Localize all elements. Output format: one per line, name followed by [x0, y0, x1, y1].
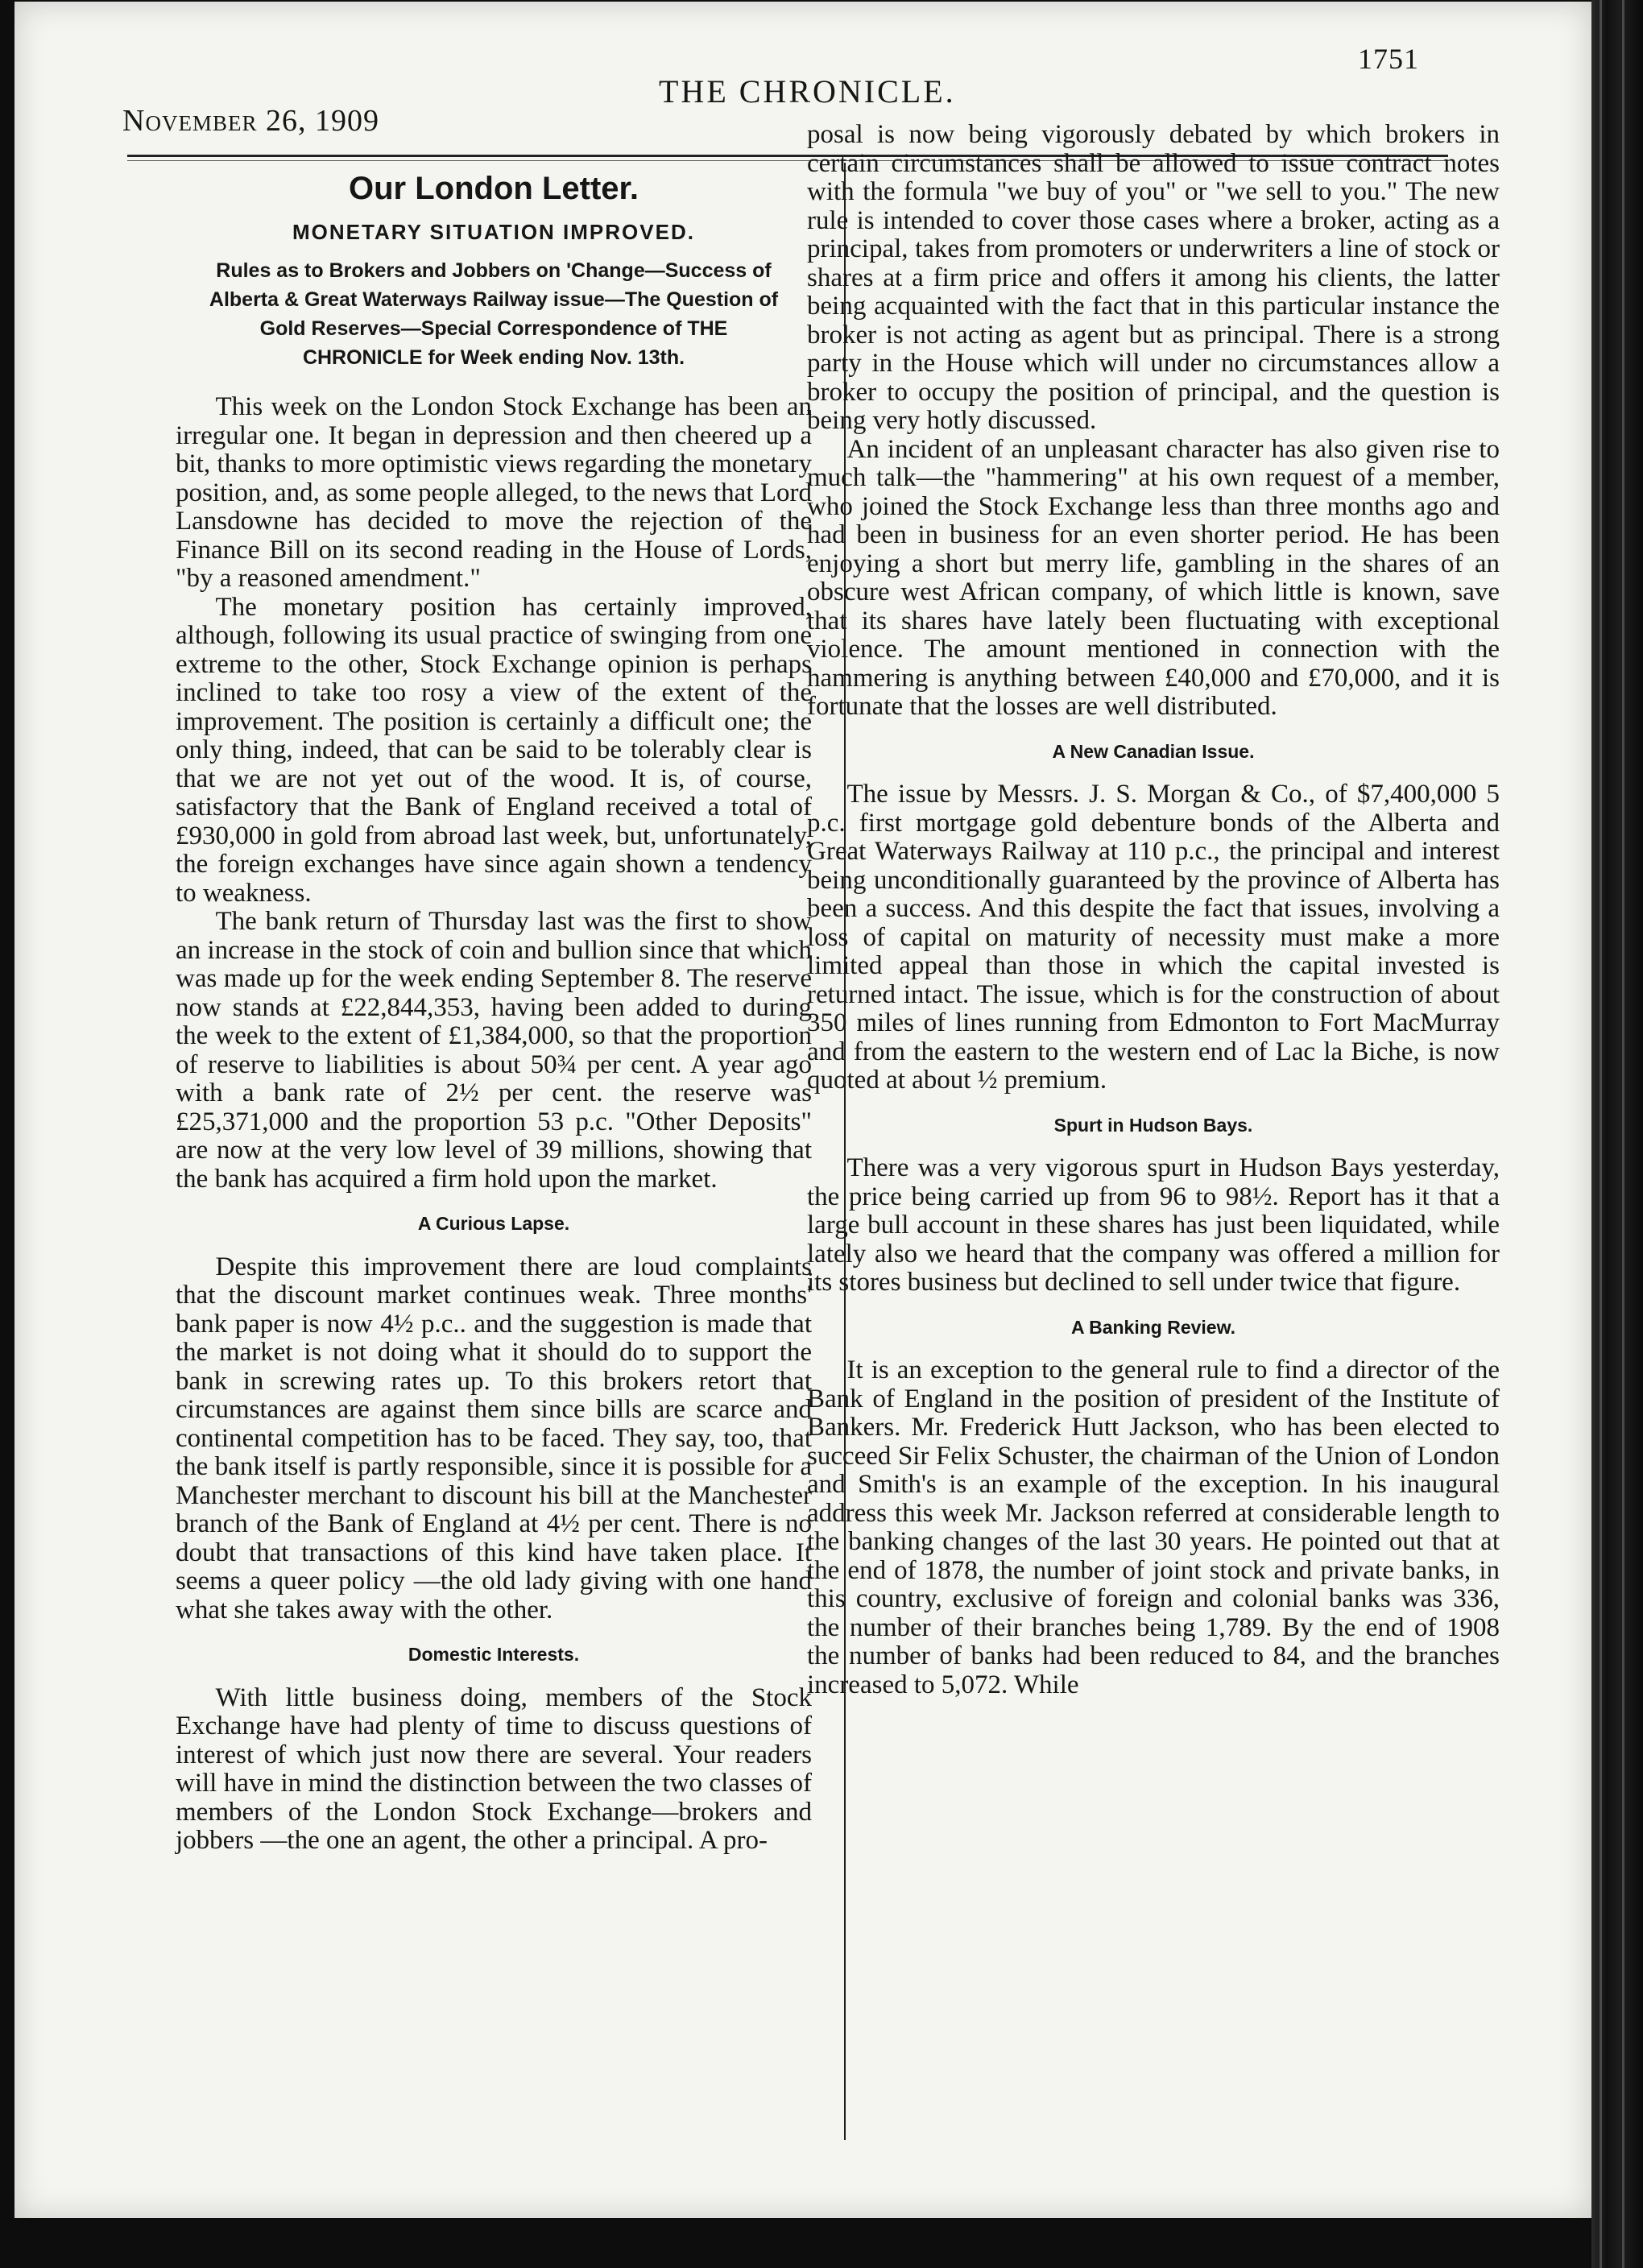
paragraph-continued: posal is now being vigorously debated by which brokers in certain circumstances shall be allowed to issue contract notes with the formula "we buy of you" or "we sell to you." The new rule is intended to cover those cases where a broker, acting as a principal, takes from promoters or underwriters a line of stock or shares at a firm price and offers it among his clients, the latter being acquainted with the fact that in this particular instance the broker is not acting as agent but as principal. There is a strong party in the House which will under no circumstances allow a broker to occupy the position of principal, and the question is being very hotly discussed. — [807, 120, 1500, 435]
issue-date: November 26, 1909 — [122, 104, 379, 138]
article-subtitle: MONETARY SITUATION IMPROVED. — [292, 219, 695, 244]
left-column — [176, 167, 812, 1856]
paragraph: The bank return of Thursday last was the first to show an increase in the stock of coin and bullion since that which was made up for the week ending September 8. The reserve now stands at £22,844,353, having been added to during the week to the extent of £1,384,000, so that the proportion of reserve to liabilities is about 50¾ per cent. A year ago with a bank rate of 2½ per cent. the reserve was £25,371,000 and the proportion 53 p.c. "Other Deposits" are now at the very low level of 39 millions, showing that the bank has acquired a firm hold upon the market. — [176, 907, 812, 1194]
paragraph: There was a very vigorous spurt in Hudson Bays yesterday, the price being carried up from 96 to 98½. Report has it that a large bull account in these shares has just been liquidated, while lately also we heard that the company was offered a million for its stores business but declined to sell under twice that figure. — [807, 1153, 1500, 1297]
newspaper-page — [14, 2, 1591, 2218]
section-heading-banking-review: A Banking Review. — [1070, 1316, 1236, 1338]
section-heading-curious-lapse: A Curious Lapse. — [417, 1213, 570, 1234]
paragraph: Despite this improvement there are loud complaints that the discount market continues weak. Three months' bank paper is now 4½ p.c.. and the suggestion is made that the market is not doing what it should do to support the bank in screwing rates up. To this brokers retort that circumstances are against them since bills are scarce and continental competition has to be faced. They say, too, that the bank itself is partly responsible, since it is possible for a Manchester merchant to discount his bill at the Manchester branch of the Bank of England at 4½ per cent. There is no doubt that transactions of this kind have taken place. It seems a queer policy —the old lady giving with one hand what she takes away with the other. — [176, 1252, 812, 1624]
book-binding-edge — [1591, 0, 1643, 2268]
paragraph: This week on the London Stock Exchange has been an irregular one. It began in depression and then cheered up a bit, thanks to more optimistic views regarding the monetary position, and, as some people alleged, to the news that Lord Lansdowne has decided to move the rejection of the Finance Bill on its second reading in the House of Lords, "by a reasoned amendment." — [176, 392, 812, 593]
running-head: THE CHRONICLE. — [659, 73, 956, 110]
paragraph: It is an exception to the general rule to find a director of the Bank of England in the position of president of the Institute of Bankers. Mr. Frederick Hutt Jackson, who has been elected to succeed Sir Felix Schuster, the chairman of the Union of London and Smith's is an example of the exception. In his inaugural address this week Mr. Jackson referred at considerable length to the banking changes of the last 30 years. He pointed out that at the end of 1878, the number of joint stock and private banks, in this country, exclusive of foreign and colonial banks was 336, the number of their branches being 1,789. By the end of 1908 the number of banks had been reduced to 84, and the branches increased to 5,072. While — [807, 1355, 1500, 1699]
section-heading-canadian-issue: A New Canadian Issue. — [1052, 740, 1255, 762]
paragraph: An incident of an unpleasant character has also given rise to much talk—the "hammering" at his own request of a member, who joined the Stock Exchange less than three months ago and had been in business for an even shorter period. He has been enjoying a short but merry life, gambling in the shares of an obscure west African company, of which little is known, save that its shares have lately been fluctuating with exceptional violence. The amount mentioned in connection with the hammering is anything between £40,000 and £70,000, and it is fortunate that the losses are well distributed. — [807, 434, 1500, 721]
paragraph: The monetary position has certainly improved, although, following its usual practice of swinging from one extreme to the other, Stock Exchange opinion is perhaps inclined to take too rosy a view of the extent of the improvement. The position is certainly a difficult one; the only thing, indeed, that can be said to be tolerably clear is that we are not yet out of the wood. It is, of course, satisfactory that the Bank of England received a total of £930,000 in gold from abroad last week, but, unfortunately, the foreign exchanges have since again shown a tendency to weakness. — [176, 592, 812, 908]
article-summary: Rules as to Brokers and Jobbers on 'Change—Success of Alberta & Great Waterways Railway issue—The Question of Gold Reserves—Special Correspondence of THE CHRONICLE for Week ending Nov. 13th. — [209, 259, 779, 369]
paragraph: The issue by Messrs. J. S. Morgan & Co., of $7,400,000 5 p.c. first mortgage gold debenture bonds of the Alberta and Great Waterways Railway at 110 p.c., the principal and interest being unconditionally guaranteed by the province of Alberta has been a success. And this despite the fact that issues, involving a loss of capital on maturity of necessity must make a more limited appeal than those in which the capital invested is returned intact. The issue, which is for the construction of about 350 miles of lines running from Edmonton to Fort MacMurray and from the eastern to the western end of Lac la Biche, is now quoted at about ½ premium. — [807, 780, 1500, 1095]
binding-line — [1622, 0, 1624, 2268]
binding-line — [1600, 0, 1602, 2268]
page-number: 1751 — [1358, 43, 1419, 75]
right-column — [807, 121, 1500, 1699]
article-title: Our London Letter. — [349, 171, 639, 206]
section-heading-hudson-bays: Spurt in Hudson Bays. — [1053, 1114, 1253, 1136]
paragraph: With little business doing, members of the Stock Exchange have had plenty of time to discuss questions of interest of which just now there are several. Your readers will have in mind the distinction between the two classes of members of the London Stock Exchange—brokers and jobbers —the one an agent, the other a principal. A pro- — [176, 1682, 812, 1855]
section-heading-domestic-interests: Domestic Interests. — [408, 1644, 580, 1665]
